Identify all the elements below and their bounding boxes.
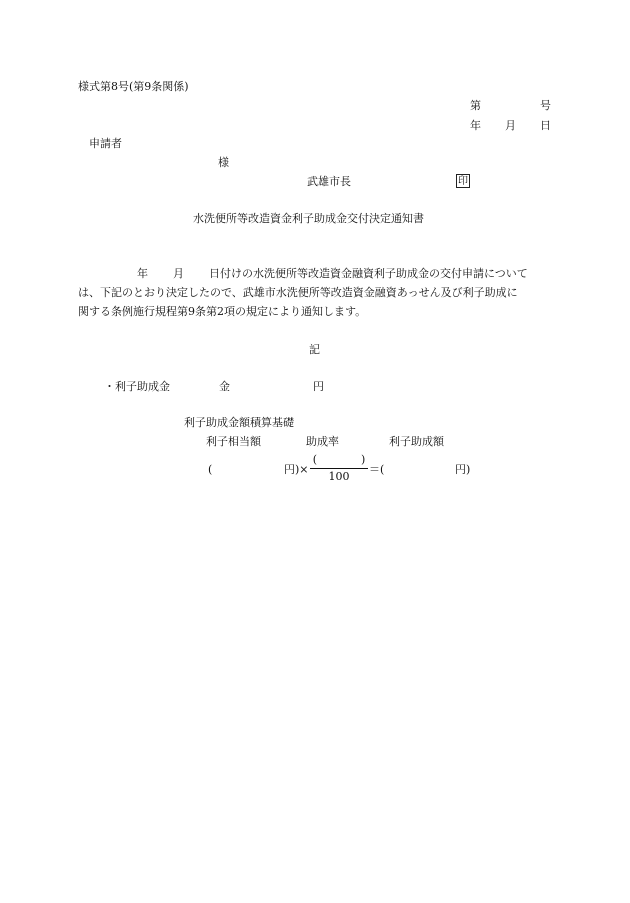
doc-number-suffix: 号 <box>540 99 551 112</box>
date-month: 月 <box>505 119 516 132</box>
body-line-2: は、下記のとおり決定したので、武雄市水洗便所等改造資金融資あっせん及び利子助成に <box>78 286 518 299</box>
calc-yen-close: 円) <box>455 463 471 476</box>
subsidy-kin: 金 <box>219 380 230 393</box>
body-line-3: 関する条例施行規程第9条第2項の規定により通知します。 <box>78 305 367 318</box>
fraction-bar <box>310 468 368 469</box>
date-day: 日 <box>540 119 551 132</box>
col-subsidy: 利子助成額 <box>389 435 444 448</box>
calc-equals-paren: ＝( <box>369 463 385 476</box>
document-title: 水洗便所等改造資金利子助成金交付決定通知書 <box>193 212 424 225</box>
applicant-label: 申請者 <box>89 137 122 150</box>
seal-mark: 印 <box>458 176 468 187</box>
body-month: 月 <box>173 267 184 280</box>
col-interest: 利子相当額 <box>206 435 261 448</box>
col-rate: 助成率 <box>306 435 339 448</box>
issuer: 武雄市長 <box>307 175 351 188</box>
calc-yen-times: 円)× <box>284 463 309 476</box>
rate-fraction <box>310 454 368 484</box>
fraction-denominator: 100 <box>328 470 350 483</box>
honorific: 様 <box>218 156 229 169</box>
calc-heading: 利子助成金額積算基礎 <box>184 416 294 429</box>
body-year: 年 <box>137 267 148 280</box>
date-year: 年 <box>470 119 481 132</box>
fraction-numerator: ( ) <box>312 453 366 466</box>
subsidy-label: ・利子助成金 <box>104 380 170 393</box>
ki-heading: 記 <box>309 343 320 356</box>
subsidy-yen: 円 <box>313 380 324 393</box>
calc-open-paren: ( <box>208 463 213 476</box>
form-number: 様式第8号(第9条関係) <box>78 80 189 93</box>
body-line-1: 日付けの水洗便所等改造資金融資利子助成金の交付申請について <box>209 267 528 280</box>
doc-number-prefix: 第 <box>470 99 481 112</box>
